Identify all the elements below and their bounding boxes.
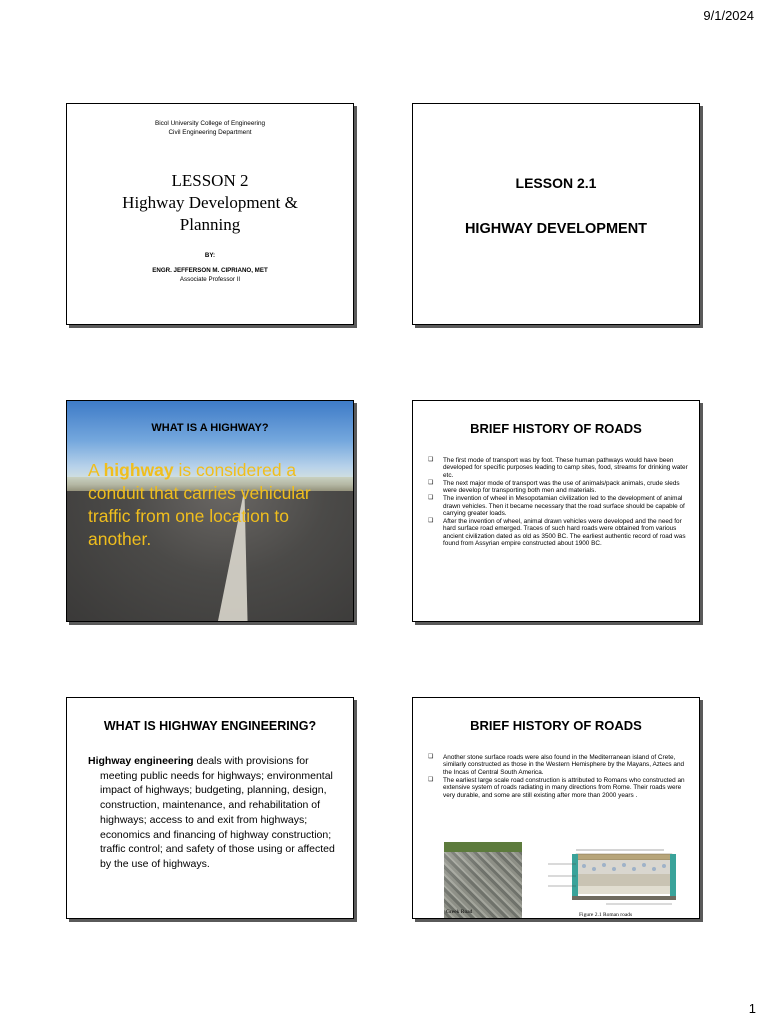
bullet-marker: ❑	[428, 776, 434, 783]
term-definition: deals with provisions for meeting public needs for highways; environmental impact of highways; budgeting, planning, design, construction, maintenance, and rehabilitation of highways; access to and exit from highways; economics and financing of highway construction; traffic control; and safety of those using or affected by the use of highways.	[100, 755, 335, 870]
slide-title: WHAT IS A HIGHWAY?	[151, 422, 269, 434]
lesson-title-line-1: Highway Development &	[122, 193, 298, 212]
page-number: 1	[748, 1001, 756, 1016]
lesson-heading	[67, 170, 353, 236]
author-block	[67, 266, 353, 284]
university-name: Bicol University College of Engineering	[154, 120, 266, 127]
list-item	[421, 457, 693, 479]
list-item	[421, 480, 693, 495]
highway-definition	[88, 459, 353, 551]
roman-road-cross-section-diagram	[546, 846, 686, 912]
slide-2-section	[412, 103, 700, 325]
bullet-text: The earliest large scale road construction is attributed to Romans who constructed an extensive system of roads radiating in many directions from Rome. Their roads were very durable, and some are still existing after more than 2000 years .	[443, 776, 685, 799]
bullet-marker: ❑	[428, 457, 434, 463]
lesson-title-line-2: Planning	[179, 215, 241, 234]
by-label: BY:	[204, 252, 216, 259]
greek-road-caption: Greek Road	[446, 909, 473, 915]
author-name: ENGR. JEFFERSON M. CIPRIANO, MET	[152, 267, 268, 274]
list-item	[421, 777, 693, 799]
lesson-number: LESSON 2	[171, 171, 249, 190]
list-item	[421, 754, 693, 776]
section-number: LESSON 2.1	[515, 175, 597, 191]
bullet-list	[421, 457, 693, 548]
print-date: 9/1/2024	[703, 8, 754, 23]
bullet-marker: ❑	[428, 754, 434, 760]
bullet-marker: ❑	[428, 479, 434, 486]
list-item	[421, 518, 693, 548]
definition-rest: is considered a conduit that carries vehicular traffic from one location to another.	[88, 460, 311, 549]
affiliation	[67, 119, 353, 137]
bullet-text: Another stone surface roads were also found in the Mediterranean island of Crete, similarly constructed as those in the Western Hemisphere by the Mayans, Aztecs and the Incas of Central South America.	[443, 754, 685, 776]
department-name: Civil Engineering Department	[168, 129, 252, 136]
author-position: Associate Professor II	[179, 276, 241, 283]
list-item	[421, 495, 693, 517]
slide-1-title	[66, 103, 354, 325]
slide-title: BRIEF HISTORY OF ROADS	[470, 421, 642, 436]
roman-road-caption: Figure 2.1 Roman roads	[579, 912, 633, 918]
slide-title: BRIEF HISTORY OF ROADS	[470, 718, 642, 733]
bullet-marker: ❑	[428, 518, 434, 525]
bullet-list	[421, 754, 693, 800]
slide-6-history-of-roads	[412, 697, 700, 919]
definition-highlight: highway	[103, 460, 174, 480]
section-title: HIGHWAY DEVELOPMENT	[464, 221, 648, 237]
slide-3-highway-definition	[66, 400, 354, 622]
defined-term: Highway engineering	[88, 755, 194, 767]
bullet-text: The invention of wheel in Mesopotamian civilization led to the development of animal drawn vehicles. Then it became necessary that the road surface should be capable of carrying greater loads.	[443, 495, 685, 518]
greek-road-photo	[444, 842, 522, 918]
bullet-marker: ❑	[428, 495, 434, 502]
slide-5-highway-engineering	[66, 697, 354, 919]
definition-prefix: A	[88, 460, 104, 480]
slide-title: WHAT IS HIGHWAY ENGINEERING?	[103, 719, 317, 733]
bullet-text: After the invention of wheel, animal drawn vehicles were developed and the need for hard surface road emerged. Traces of such hard roads were obtained from various ancient civilization dated as old as 3500 BC. The earliest authentic record of road was found from Assyrian empire constructed about 1900 BC.	[443, 518, 686, 548]
definition-body	[88, 754, 343, 872]
slide-4-history-of-roads	[412, 400, 700, 622]
bullet-text: The first mode of transport was by foot. These human pathways would have been developed for specific purposes leading to camp sites, food, streams for drinking water etc.	[443, 457, 688, 479]
bullet-text: The next major mode of transport was the use of animals/pack animals, crude sleds were develop for transporting both men and materials.	[443, 479, 680, 495]
